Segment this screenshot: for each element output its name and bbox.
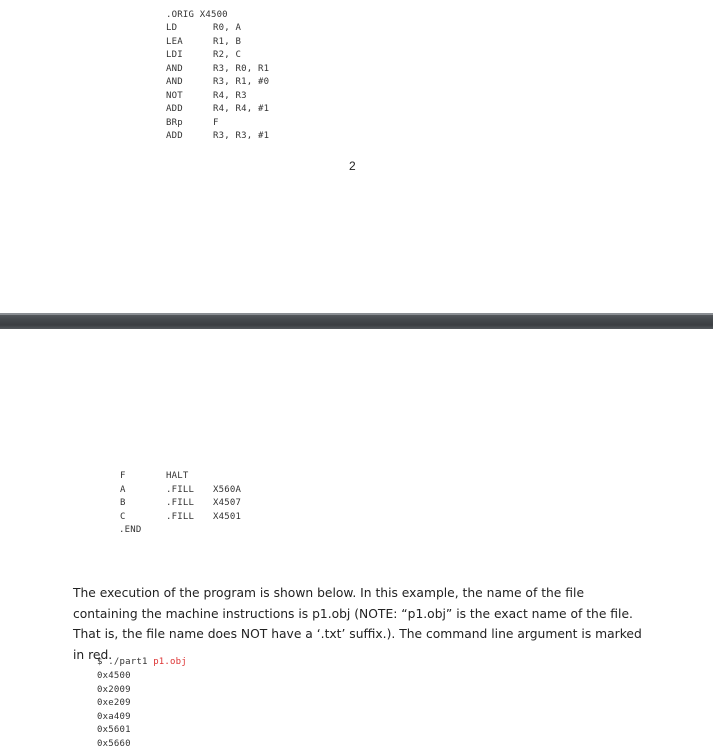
output-line: 0x5660 bbox=[97, 738, 131, 749]
code-line bbox=[0, 130, 400, 143]
code-line bbox=[0, 76, 400, 89]
line-label: C bbox=[120, 511, 126, 522]
opcode: ADD bbox=[166, 104, 183, 114]
opcode: ADD bbox=[166, 131, 183, 141]
line-label: F bbox=[120, 471, 126, 481]
output-line: 0x4500 bbox=[97, 671, 131, 681]
operands: X4501 bbox=[213, 511, 242, 522]
orig-directive: .ORIG X4500 bbox=[166, 10, 228, 20]
code-line bbox=[0, 117, 400, 130]
operands: R4, R3 bbox=[213, 90, 247, 101]
opcode: BRp bbox=[166, 117, 183, 128]
output-line: 0x5601 bbox=[97, 725, 131, 735]
opcode: AND bbox=[166, 63, 183, 74]
end-directive: .END bbox=[119, 525, 142, 535]
opcode: NOT bbox=[166, 90, 183, 101]
operands: R2, C bbox=[213, 50, 242, 60]
operands: X4507 bbox=[213, 498, 242, 508]
operands: X560A bbox=[213, 484, 242, 495]
code-line bbox=[0, 90, 400, 103]
output-line: 0x2009 bbox=[97, 684, 131, 695]
code-line bbox=[0, 63, 400, 76]
opcode: .FILL bbox=[166, 484, 195, 495]
operands: R3, R3, #1 bbox=[213, 131, 270, 141]
line-label: A bbox=[120, 484, 126, 495]
opcode: AND bbox=[166, 77, 183, 87]
opcode: HALT bbox=[166, 471, 189, 481]
opcode: LEA bbox=[166, 36, 183, 47]
opcode: LDI bbox=[166, 50, 183, 60]
line-label: B bbox=[120, 498, 126, 508]
code-line bbox=[0, 497, 400, 510]
code-line bbox=[0, 103, 400, 116]
operands: R4, R4, #1 bbox=[213, 104, 270, 114]
opcode: .FILL bbox=[166, 511, 195, 522]
output-line: 0xa409 bbox=[97, 711, 131, 722]
code-line bbox=[0, 511, 400, 524]
code-line bbox=[0, 49, 400, 62]
command-argument: p1.obj bbox=[153, 657, 187, 667]
page-number: 2 bbox=[349, 159, 356, 173]
operands: F bbox=[213, 117, 219, 128]
code-line bbox=[0, 22, 400, 35]
operands: R0, A bbox=[213, 23, 242, 33]
code-line bbox=[0, 484, 400, 497]
operands: R3, R0, R1 bbox=[213, 63, 270, 74]
output-line: 0xe209 bbox=[97, 698, 131, 708]
operands: R3, R1, #0 bbox=[213, 77, 270, 87]
page-break-divider bbox=[0, 313, 713, 329]
operands: R1, B bbox=[213, 36, 242, 47]
opcode: .FILL bbox=[166, 498, 195, 508]
description-paragraph: The execution of the program is shown below. In this example, the name of the file containing the machine instructions is p1.obj (NOTE: “p1.obj” is the exact name of the file. That is, the file name does NOT have a ‘.txt’ suffix.). The command line argument is marked in red. bbox=[73, 586, 642, 662]
command-line bbox=[97, 656, 187, 669]
opcode: LD bbox=[166, 23, 178, 33]
code-line bbox=[0, 36, 400, 49]
command-text: $ ./part1 bbox=[97, 657, 154, 667]
code-line bbox=[0, 470, 400, 483]
